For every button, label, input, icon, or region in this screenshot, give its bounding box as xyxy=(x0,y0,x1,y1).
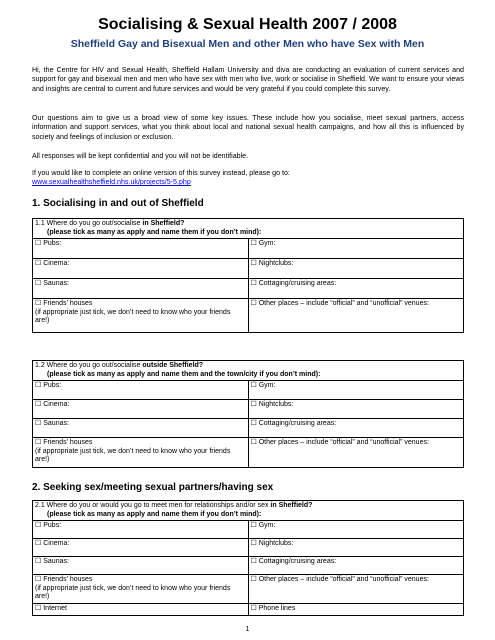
checkbox-icon[interactable]: ☐ xyxy=(35,300,42,308)
checkbox-icon[interactable]: ☐ xyxy=(35,558,42,566)
option-other-places[interactable]: ☐ Other places – include “official” and “unofficial” venues: xyxy=(248,438,464,468)
option-other-places[interactable]: ☐ Other places – include “official” and “unofficial” venues: xyxy=(248,575,464,604)
intro-paragraph-1: Hi, the Centre for HIV and Sexual Health, Sheffield Hallam University and diva are conducting an evaluation of current services and support for gay and bisexual men and men who have sex with men who live, work or socialise in Sheffield. We want to ensure your views and insights are central to current and future services and would be very grateful if you could complete this survey. xyxy=(32,66,464,93)
option-gym[interactable]: ☐ Gym: xyxy=(248,521,464,539)
checkbox-icon[interactable]: ☐ xyxy=(250,420,257,428)
question-header: 1.1 Where do you go out/socialise in Sheffield? (please tick as many as apply and name them if you don’t mind): xyxy=(33,219,464,239)
checkbox-icon[interactable]: ☐ xyxy=(35,522,42,530)
option-friends-houses[interactable]: ☐ Friends’ houses (if appropriate just tick, we don’t need to know who your friends are!) xyxy=(33,575,249,604)
option-cinema[interactable]: ☐ Cinema: xyxy=(33,539,249,557)
checkbox-icon[interactable]: ☐ xyxy=(250,540,257,548)
checkbox-icon[interactable]: ☐ xyxy=(35,540,42,548)
option-nightclubs[interactable]: ☐ Nightclubs: xyxy=(248,400,464,419)
section-heading-1: 1. Socialising in and out of Sheffield xyxy=(32,198,204,209)
option-cottaging[interactable]: ☐ Cottaging/cruising areas: xyxy=(248,557,464,575)
option-friends-houses[interactable]: ☐ Friends’ houses (if appropriate just tick, we don’t need to know who your friends are!) xyxy=(33,438,249,468)
checkbox-icon[interactable]: ☐ xyxy=(250,522,257,530)
question-instruction: (please tick as many as apply and name them if you don’t mind): xyxy=(47,228,262,236)
page-subtitle: Sheffield Gay and Bisexual Men and other Men who have Sex with Men xyxy=(70,38,425,50)
checkbox-icon[interactable]: ☐ xyxy=(35,280,42,288)
checkbox-icon[interactable]: ☐ xyxy=(250,240,257,248)
question-1-1-table xyxy=(32,218,464,333)
checkbox-icon[interactable]: ☐ xyxy=(250,382,257,390)
friends-note: (if appropriate just tick, we don’t need to know who your friends are!) xyxy=(35,447,231,464)
question-header: 2.1 Where do you or would you go to meet men for relationships and/or sex in Sheffield? (please tick as many as apply and name them if you don’t mind): xyxy=(33,501,464,521)
section-heading-2: 2. Seeking sex/meeting sexual partners/having sex xyxy=(32,482,274,493)
option-cinema[interactable]: ☐ Cinema: xyxy=(33,259,249,279)
option-cinema[interactable]: ☐ Cinema: xyxy=(33,400,249,419)
checkbox-icon[interactable]: ☐ xyxy=(250,260,257,268)
online-survey-link[interactable]: www.sexualhealthsheffield.nhs.uk/projects/5-5.php xyxy=(32,178,191,187)
option-saunas[interactable]: ☐ Saunas: xyxy=(33,419,249,438)
question-header: 1.2 Where do you go out/socialise outside Sheffield? (please tick as many as apply and name them and the town/city if you don’t mind): xyxy=(33,361,464,381)
option-internet[interactable]: ☐ Internet xyxy=(33,603,249,615)
checkbox-icon[interactable]: ☐ xyxy=(250,300,257,308)
option-pubs[interactable]: ☐ Pubs: xyxy=(33,381,249,400)
checkbox-icon[interactable]: ☐ xyxy=(250,558,257,566)
checkbox-icon[interactable]: ☐ xyxy=(250,401,257,409)
online-version-text: If you would like to complete an online version of this survey instead, please go to: xyxy=(32,169,290,177)
question-instruction: (please tick as many as apply and name them and the town/city if you don’t mind): xyxy=(47,370,321,378)
option-nightclubs[interactable]: ☐ Nightclubs: xyxy=(248,259,464,279)
intro-paragraph-3: All responses will be kept confidential and you will not be identifiable. xyxy=(32,152,249,160)
checkbox-icon[interactable]: ☐ xyxy=(35,401,42,409)
question-1-2-table xyxy=(32,360,464,468)
checkbox-icon[interactable]: ☐ xyxy=(35,260,42,268)
option-gym[interactable]: ☐ Gym: xyxy=(248,239,464,259)
checkbox-icon[interactable]: ☐ xyxy=(35,604,42,612)
checkbox-icon[interactable]: ☐ xyxy=(250,576,257,584)
checkbox-icon[interactable]: ☐ xyxy=(250,280,257,288)
option-gym[interactable]: ☐ Gym: xyxy=(248,381,464,400)
friends-note: (if appropriate just tick, we don’t need to know who your friends are!) xyxy=(35,308,231,325)
checkbox-icon[interactable]: ☐ xyxy=(35,439,42,447)
online-version-paragraph xyxy=(32,169,464,188)
option-saunas[interactable]: ☐ Saunas: xyxy=(33,279,249,299)
option-phone-lines[interactable]: ☐ Phone lines xyxy=(248,603,464,615)
option-cottaging[interactable]: ☐ Cottaging/cruising areas: xyxy=(248,279,464,299)
option-pubs[interactable]: ☐ Pubs: xyxy=(33,239,249,259)
option-nightclubs[interactable]: ☐ Nightclubs: xyxy=(248,539,464,557)
option-friends-houses[interactable]: ☐ Friends’ houses (if appropriate just tick, we don’t need to know who your friends are!) xyxy=(33,299,249,333)
checkbox-icon[interactable]: ☐ xyxy=(35,420,42,428)
page-number: 1 xyxy=(245,626,250,633)
option-cottaging[interactable]: ☐ Cottaging/cruising areas: xyxy=(248,419,464,438)
checkbox-icon[interactable]: ☐ xyxy=(250,604,257,612)
checkbox-icon[interactable]: ☐ xyxy=(35,576,42,584)
option-pubs[interactable]: ☐ Pubs: xyxy=(33,521,249,539)
intro-paragraph-2: Our questions aim to give us a broad view of some key issues. These include how you socialise, meet sexual partners, access information and support services, what you think about local and national sexual health campaigns, and how all this is influenced by society and feelings of inclusion or exclusion. xyxy=(32,114,464,141)
option-other-places[interactable]: ☐ Other places – include “official” and “unofficial” venues: xyxy=(248,299,464,333)
question-instruction: (please tick as many as apply and name them if you don’t mind): xyxy=(47,510,262,518)
question-2-1-table xyxy=(32,500,464,616)
option-saunas[interactable]: ☐ Saunas: xyxy=(33,557,249,575)
checkbox-icon[interactable]: ☐ xyxy=(35,240,42,248)
checkbox-icon[interactable]: ☐ xyxy=(35,382,42,390)
friends-note: (if appropriate just tick, we don’t need to know who your friends are!) xyxy=(35,584,231,601)
checkbox-icon[interactable]: ☐ xyxy=(250,439,257,447)
page-title: Socialising & Sexual Health 2007 / 2008 xyxy=(98,16,397,33)
